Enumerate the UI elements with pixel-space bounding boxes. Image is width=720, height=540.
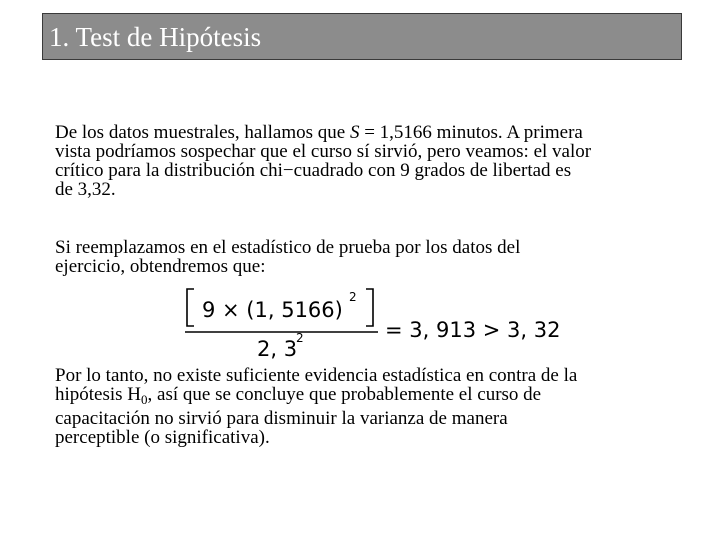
formula-denominator: 2, 3 [257,337,298,361]
paragraph-line: ejercicio, obtendremos que: [55,256,266,277]
paragraph-line: crítico para la distribución chi−cuadrado con 9 grados de libertad es [55,160,572,181]
paragraph-line: de 3,32. [55,179,116,200]
paragraph-line: capacitación no sirvió para disminuir la varianza de manera [55,408,508,429]
paragraph-conclusion [55,366,685,447]
variable-s: S [349,122,360,143]
paragraph-line: Por lo tanto, no existe suficiente evidencia estadística en contra de la [55,365,578,386]
subscript-zero: 0 [141,392,148,407]
formula-denominator-exponent: 2 [296,331,304,345]
paragraph-line: perceptible (o significativa). [55,427,270,448]
paragraph-line: vista podríamos sospechar que el curso sí sirvió, pero veamos: el valor [55,141,592,162]
paragraph-line: hipótesis $H_0$, así que se concluye que probablemente el curso de [55,384,542,407]
left-bracket [187,289,194,326]
paragraph-line: De los datos muestrales, hallamos que S = 1,5166 minutos. A primera [55,122,583,143]
formula-result: = 3, 913 > 3, 32 [385,318,561,342]
right-bracket [366,289,373,326]
formula-numerator-exponent: 2 [349,290,357,304]
paragraph-line: Si reemplazamos en el estadístico de prueba por los datos del [55,237,521,258]
slide-title: 1. Test de Hipótesis [49,22,262,52]
formula-numerator: 9 × (1, 5166) [202,298,343,322]
